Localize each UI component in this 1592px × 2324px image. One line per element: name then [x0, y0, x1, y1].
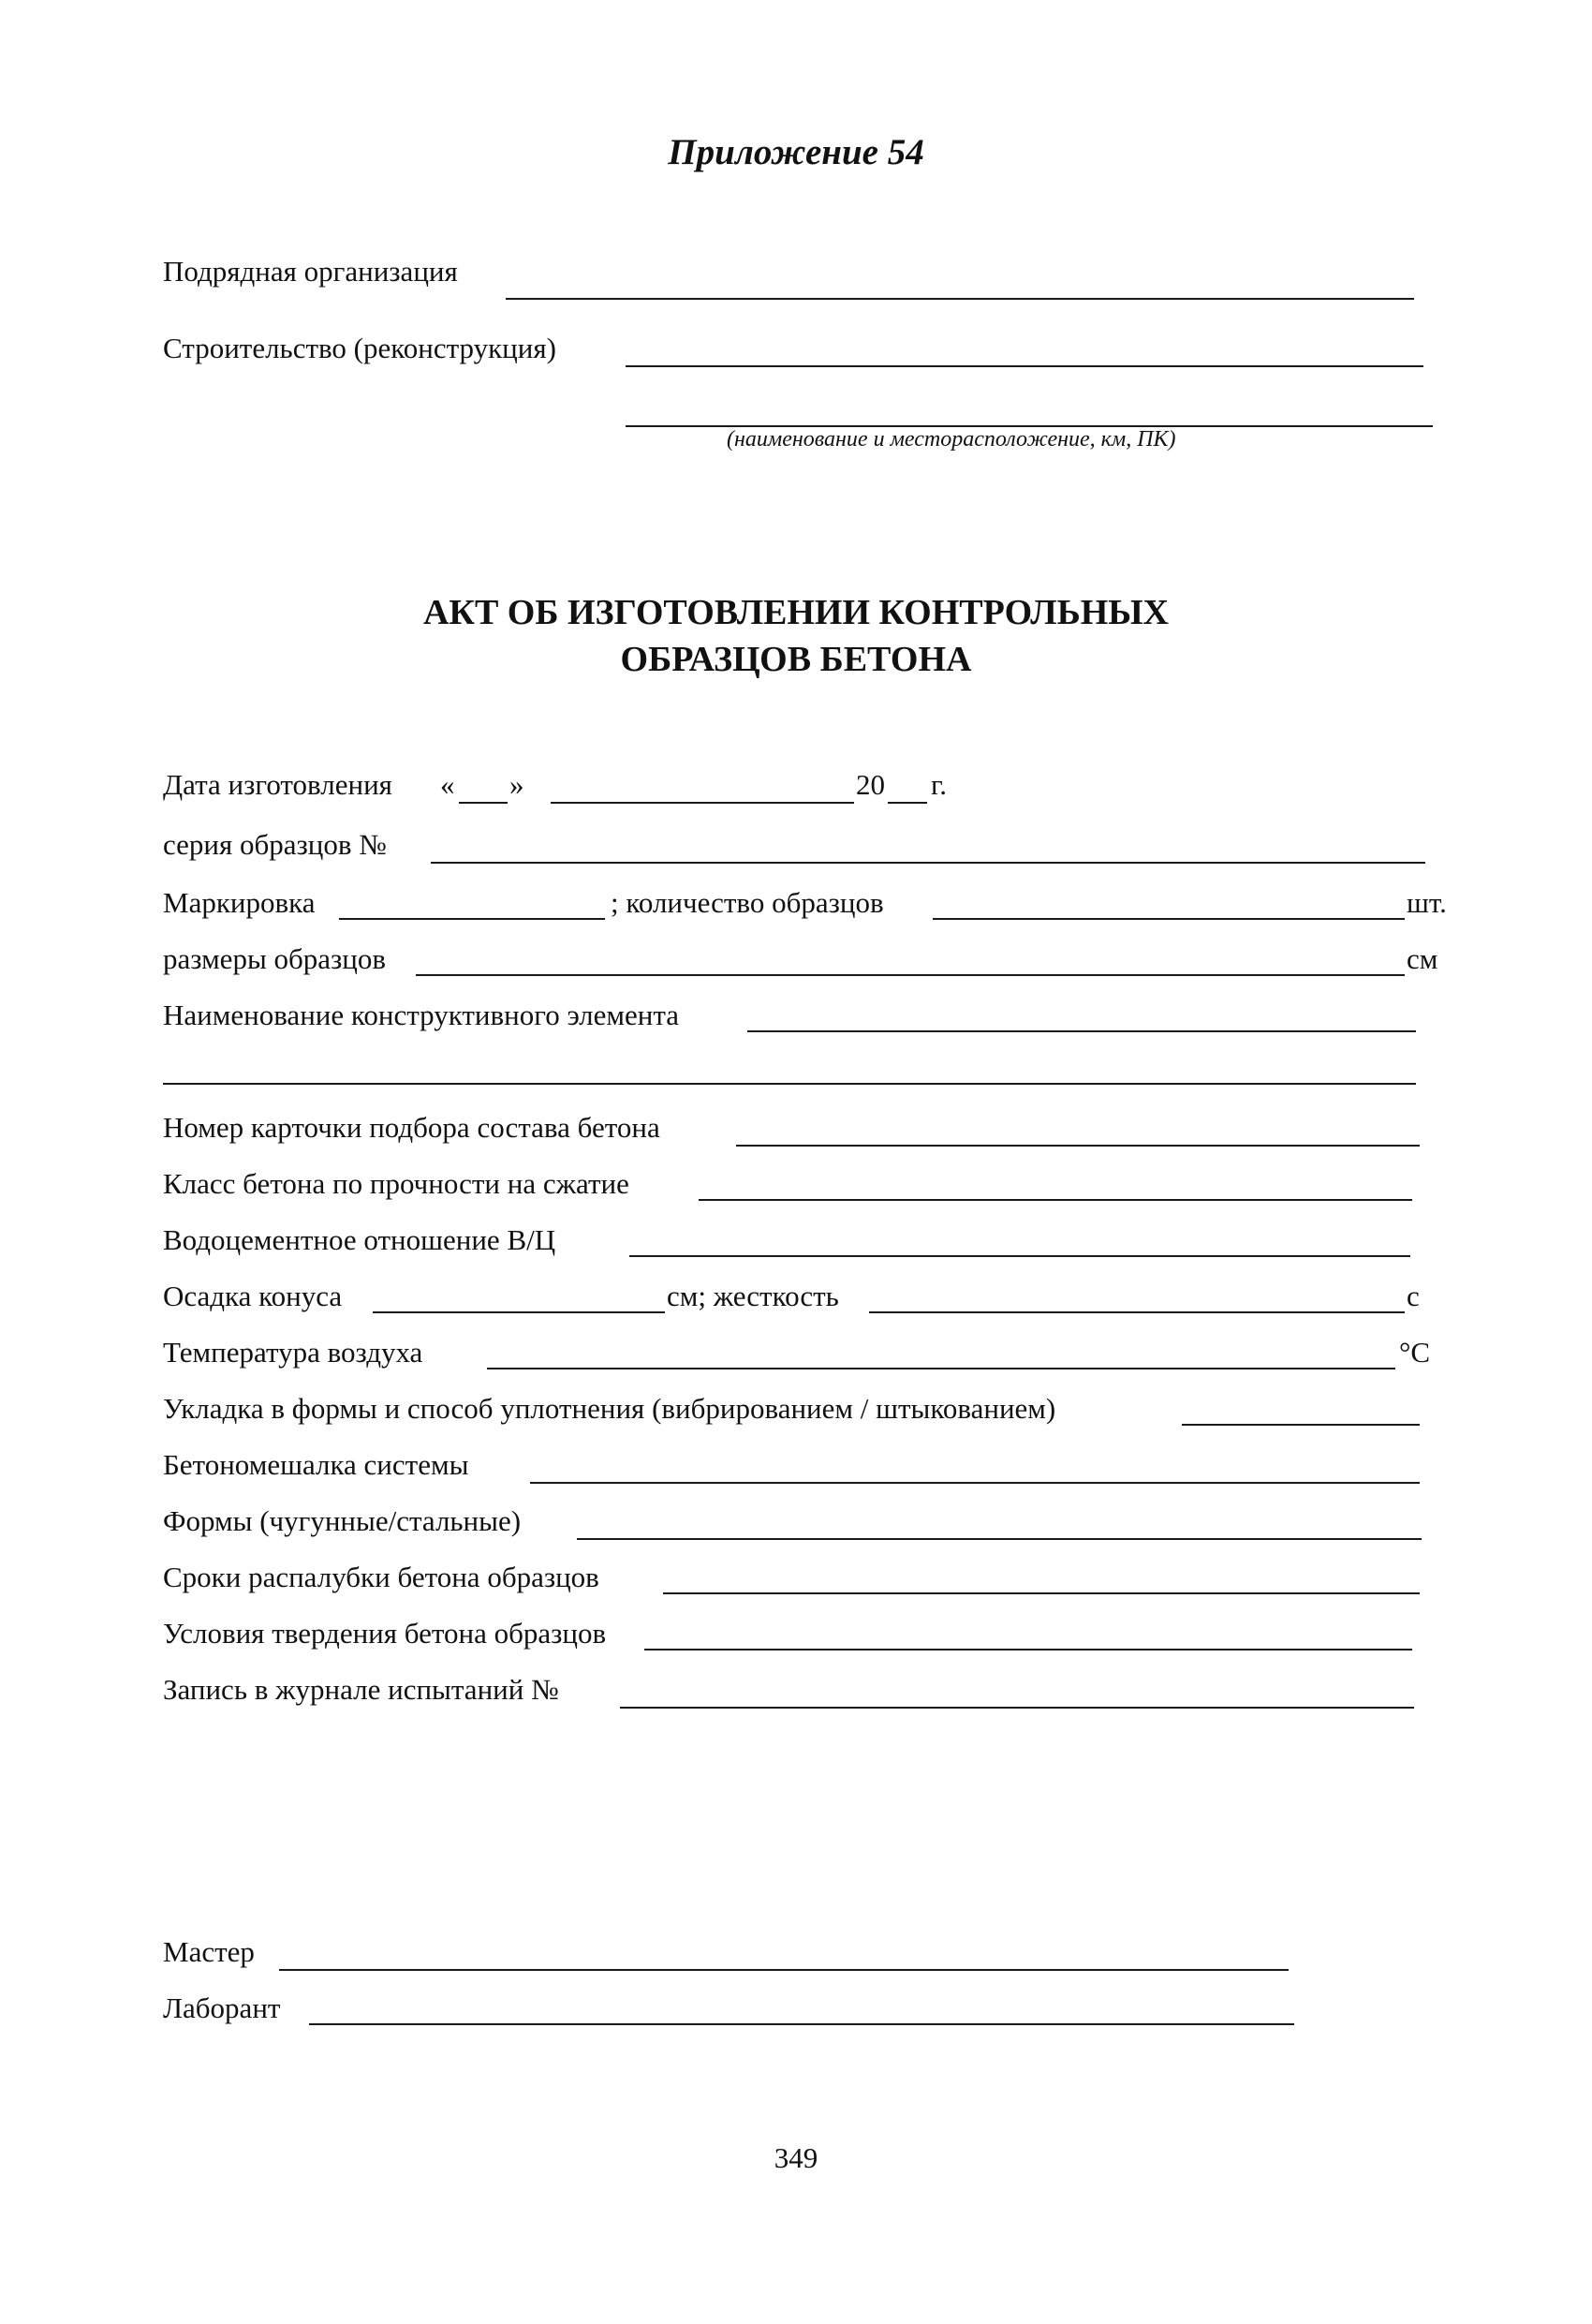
- class-field[interactable]: [699, 1199, 1412, 1201]
- contractor-label: Подрядная организация: [163, 255, 458, 288]
- journal-field[interactable]: [620, 1707, 1414, 1709]
- sizes-field[interactable]: [416, 974, 1405, 976]
- master-label: Мастер: [163, 1935, 255, 1968]
- element-label: Наименование конструктивного элемента: [163, 999, 680, 1031]
- stripping-label: Сроки распалубки бетона образцов: [163, 1561, 599, 1593]
- slump-label: Осадка конуса: [163, 1280, 343, 1312]
- placing-field[interactable]: [1182, 1424, 1420, 1426]
- page-number: 349: [774, 2141, 818, 2174]
- temp-label: Температура воздуха: [163, 1336, 423, 1369]
- element-field-line2[interactable]: [163, 1083, 1416, 1085]
- element-field[interactable]: [747, 1030, 1416, 1032]
- series-label: серия образцов №: [163, 828, 387, 861]
- stripping-field[interactable]: [663, 1592, 1420, 1594]
- marking-field[interactable]: [339, 918, 605, 920]
- date-year-prefix: 20: [856, 768, 885, 801]
- journal-label: Запись в журнале испытаний №: [163, 1673, 559, 1706]
- quantity-label: ; количество образцов: [611, 886, 884, 919]
- sizes-label: размеры образцов: [163, 942, 387, 975]
- temp-unit: °С: [1399, 1336, 1431, 1369]
- wc-field[interactable]: [629, 1255, 1410, 1257]
- date-quote-close: »: [509, 768, 524, 801]
- temp-field[interactable]: [487, 1368, 1395, 1369]
- class-label: Класс бетона по прочности на сжатие: [163, 1167, 629, 1200]
- date-month-field[interactable]: [551, 802, 854, 804]
- card-label: Номер карточки подбора состава бетона: [163, 1111, 660, 1144]
- appendix-title: Приложение 54: [668, 132, 924, 172]
- contractor-field[interactable]: [506, 298, 1414, 300]
- construction-caption: (наименование и месторасположение, км, ПК): [727, 427, 1176, 451]
- quantity-unit: шт.: [1407, 886, 1447, 919]
- lab-signature-field[interactable]: [309, 2023, 1294, 2025]
- date-year-suffix: г.: [931, 768, 947, 801]
- date-day-field[interactable]: [459, 802, 508, 804]
- date-label: Дата изготовления: [163, 768, 392, 801]
- mixer-label: Бетономешалка системы: [163, 1448, 469, 1481]
- wc-label: Водоцементное отношение В/Ц: [163, 1223, 556, 1256]
- construction-field[interactable]: [626, 365, 1423, 367]
- quantity-field[interactable]: [933, 918, 1405, 920]
- forms-field[interactable]: [577, 1538, 1422, 1540]
- stiffness-unit: с: [1407, 1280, 1420, 1312]
- forms-label: Формы (чугунные/стальные): [163, 1504, 522, 1537]
- slump-unit: см; жесткость: [667, 1280, 839, 1312]
- curing-label: Условия твердения бетона образцов: [163, 1617, 607, 1650]
- series-field[interactable]: [431, 862, 1425, 864]
- marking-label: Маркировка: [163, 886, 316, 919]
- document-title-line2: ОБРАЗЦОВ БЕТОНА: [620, 640, 972, 679]
- slump-field[interactable]: [373, 1311, 665, 1313]
- construction-label: Строительство (реконструкция): [163, 332, 556, 364]
- document-title-line1: АКТ ОБ ИЗГОТОВЛЕНИИ КОНТРОЛЬНЫХ: [422, 593, 1170, 632]
- sizes-unit: см: [1407, 942, 1438, 975]
- mixer-field[interactable]: [530, 1482, 1420, 1484]
- stiffness-field[interactable]: [869, 1311, 1405, 1313]
- date-year-field[interactable]: [888, 802, 927, 804]
- placing-label: Укладка в формы и способ уплотнения (вибрированием / штыкованием): [163, 1392, 1056, 1425]
- date-quote-open: «: [440, 768, 455, 801]
- curing-field[interactable]: [644, 1649, 1412, 1650]
- master-signature-field[interactable]: [279, 1969, 1289, 1971]
- lab-label: Лаборант: [163, 1991, 281, 2024]
- card-field[interactable]: [736, 1145, 1420, 1147]
